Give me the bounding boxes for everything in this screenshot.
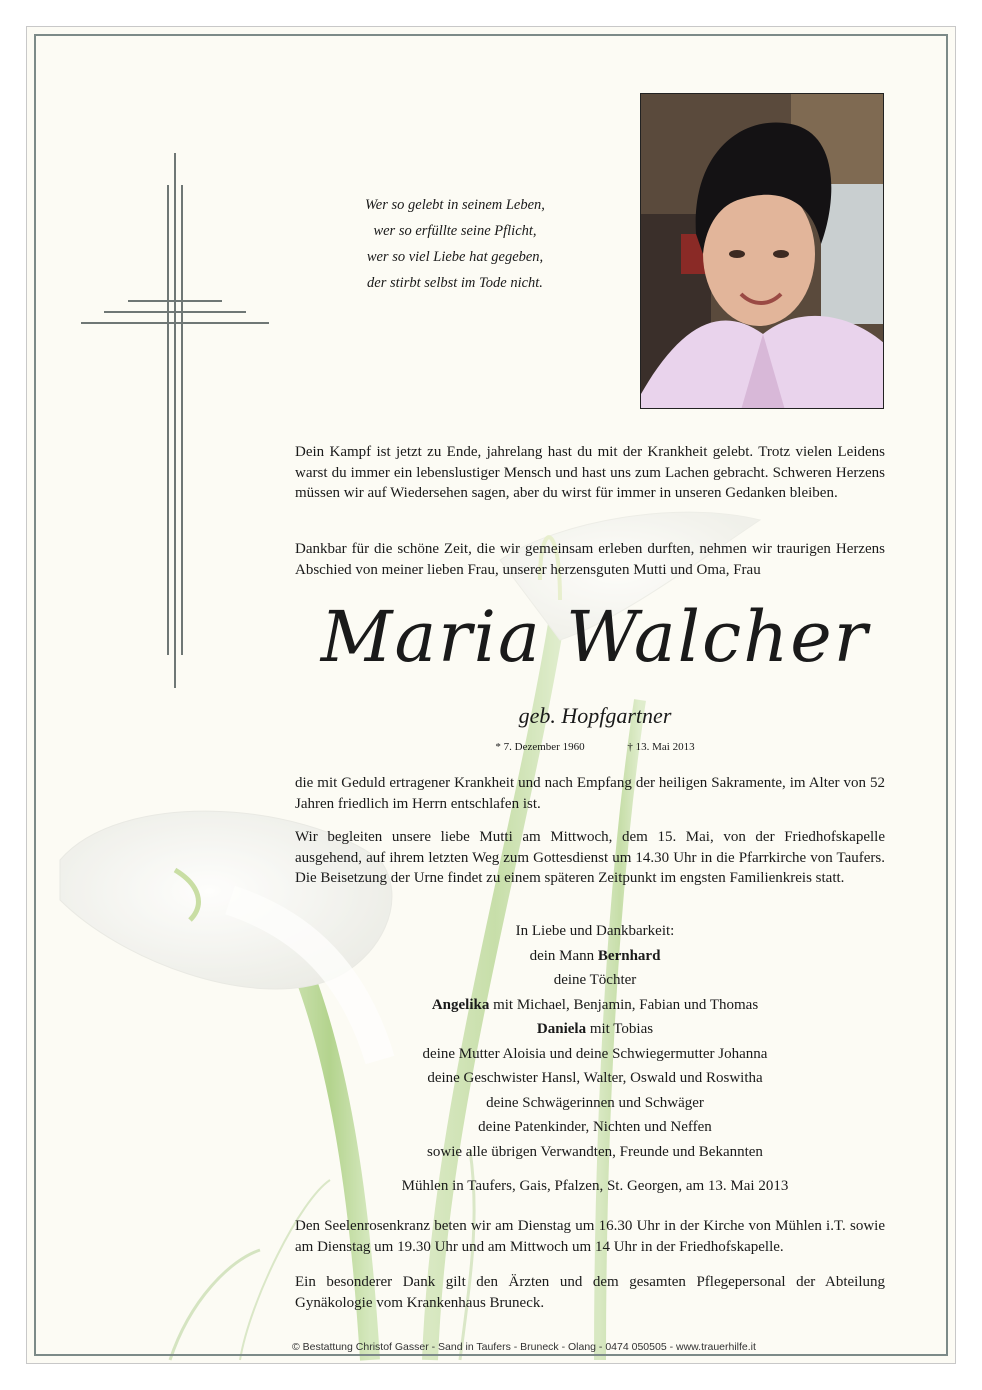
mourners-heading: In Liebe und Dankbarkeit: [515,923,675,939]
mourner-daughter-1 [300,993,890,1018]
mourner-label: dein Mann [529,947,598,964]
mourner-name: Daniela [536,1021,587,1037]
maiden-name: geb. Hopfgartner [518,703,672,728]
mourner-line: deine Patenkinder, Nichten und Neffen [478,1119,712,1135]
details-paragraph-2: Wir begleiten unsere liebe Mutti am Mittwoch, dem 15. Mai, von der Friedhofskapelle ausgehend, auf ihrem letzten Weg zum Gottesdienst um 14.30 Uhr in die Pfarrkirche von Taufers. Die Beisetzung der Urne findet zu einem späteren Zeitpunkt im engsten Familienkreis statt. [295,829,885,886]
death-date: † 13. Mai 2013 [627,741,695,753]
portrait-photo [640,93,884,409]
mourner-line: deine Schwägerinnen und Schwäger [486,1094,704,1111]
birth-date: * 7. Dezember 1960 [495,741,585,753]
intro-paragraph-1: Dein Kampf ist jetzt zu Ende, jahrelang hast du mit der Krankheit gelebt. Trotz vielen Leidens warst du immer ein lebenslustiger Mensch und hast uns zum Lachen gebracht. Schweren Herzens müssen wir auf Wiedersehen sagen, aber du wirst für immer in unseren Gedanken bleiben. [295,444,885,501]
mourners-list [300,919,890,1199]
mourner-name: Bernhard [597,947,661,964]
mourner-husband [300,944,890,969]
thanks-paragraph: Ein besonderer Dank gilt den Ärzten und dem gesamten Pflegepersonal der Abteilung Gynäkologie vom Krankenhaus Bruneck. [295,1274,885,1311]
rosary-paragraph: Den Seelenrosenkranz beten wir am Dienstag um 16.30 Uhr in der Kirche von Mühlen i.T. sowie am Dienstag um 19.30 Uhr und am Mittwoch um 14 Uhr in der Friedhofskapelle. [295,1218,885,1255]
mourner-name: Angelika [431,996,490,1013]
poem-line: Wer so gelebt in seinem Leben, [365,197,545,213]
memorial-poem [300,192,610,296]
mourner-line: deine Mutter Aloisia und deine Schwiegermutter Johanna [422,1045,768,1062]
intro-paragraph-2: Dankbar für die schöne Zeit, die wir gemeinsam erleben durften, nehmen wir traurigen Herzens Abschied von meiner lieben Frau, unserer herzensguten Mutti und Oma, Frau [295,541,885,578]
poem-line: wer so viel Liebe hat gegeben, [366,249,544,265]
funeral-home-footer: © Bestattung Christof Gasser - Sand in Taufers - Bruneck - Olang - 0474 050505 - www.trauerhilfe.it [292,1341,756,1353]
poem-line: der stirbt selbst im Tode nicht. [367,275,543,291]
poem-line: wer so erfüllte seine Pflicht, [373,223,537,239]
deceased-name: Maria Walcher [320,596,870,678]
mourner-daughters-label: deine Töchter [553,972,637,988]
details-paragraph-1: die mit Geduld ertragener Krankheit und nach Empfang der heiligen Sakramente, im Alter von 52 Jahren friedlich im Herrn entschlafen ist. [295,775,885,812]
mourner-daughter-2 [300,1017,890,1042]
mourner-line: deine Geschwister Hansl, Walter, Oswald und Roswitha [427,1070,763,1086]
place-and-date: Mühlen in Taufers, Gais, Pfalzen, St. Georgen, am 13. Mai 2013 [401,1178,789,1194]
mourner-line: sowie alle übrigen Verwandten, Freunde und Bekannten [427,1143,763,1160]
mourner-label: mit Tobias [586,1021,654,1037]
life-dates [300,739,890,755]
mourner-label: mit Michael, Benjamin, Fabian und Thomas [489,996,759,1013]
